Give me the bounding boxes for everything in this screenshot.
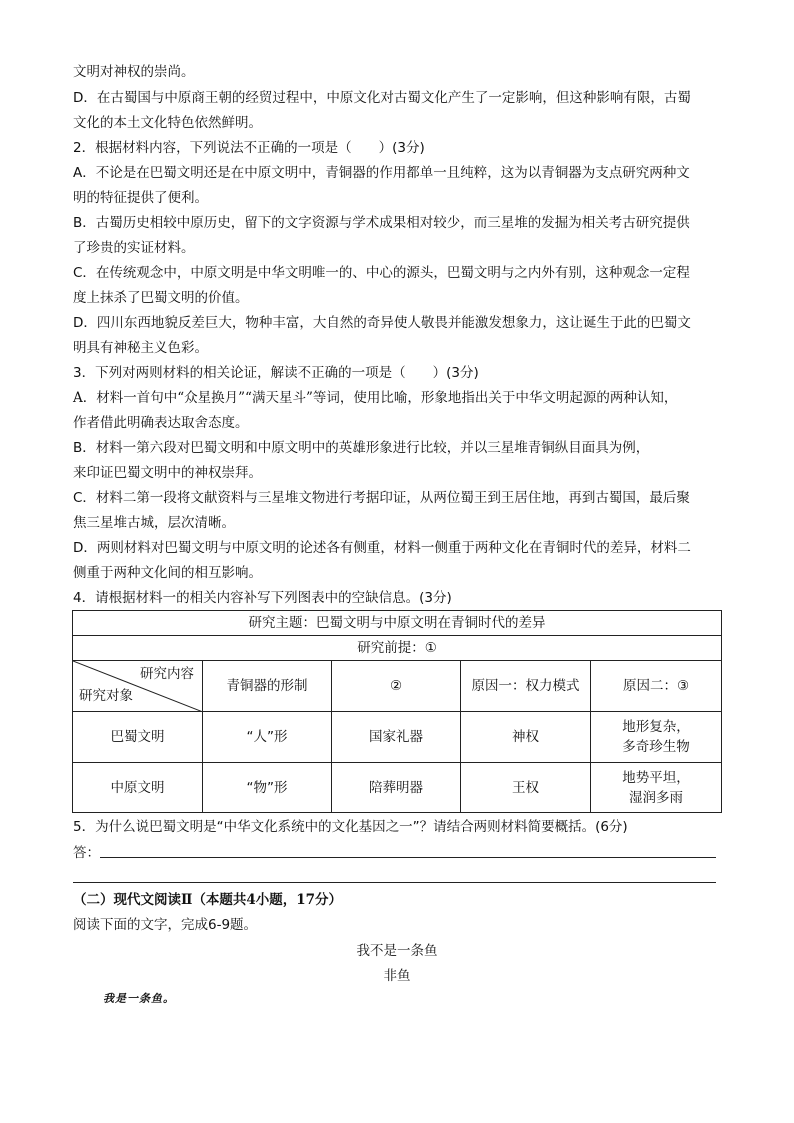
q3-option-c: C．材料二第一段将文献资料与三星堆文物进行考据印证，从两位蜀王到王居住地，再到古蜀国，最后聚 <box>73 490 690 506</box>
cell-line: 地势平坦， <box>622 769 690 786</box>
table-cell: 王权 <box>461 763 591 813</box>
text-line: 侧重于两种文化间的相互影响。 <box>73 565 262 581</box>
text-line: 焦三星堆古城，层次清晰。 <box>73 515 235 531</box>
answer-line[interactable] <box>100 857 716 858</box>
cell-line: 多奇珍生物 <box>622 739 690 755</box>
answer-label: 答： <box>73 845 100 861</box>
q2-option-a: A．不论是在巴蜀文明还是在中原文明中，青铜器的作用都单一且纯粹，这为以青铜器为支点研究两种文 <box>73 165 690 181</box>
q2-option-b: B．古蜀历史相较中原历史，留下的文字资源与学术成果相对较少，而三星堆的发掘为相关考古研究提供 <box>73 215 690 231</box>
table-cell: 陪葬明器 <box>332 763 461 813</box>
table-cell: “人”形 <box>203 712 332 763</box>
table-header: 原因一：权力模式 <box>461 661 591 712</box>
text-line: 文明对神权的崇尚。 <box>73 64 195 80</box>
table-topic: 研究主题：巴蜀文明与中原文明在青铜时代的差异 <box>73 611 722 636</box>
text-line: 了珍贵的实证材料。 <box>73 240 195 256</box>
text-line: 度上抹杀了巴蜀文明的价值。 <box>73 290 249 306</box>
table-cell <box>591 712 722 763</box>
text-line: 文化的本土文化特色依然鲜明。 <box>73 115 262 131</box>
corner-top-label: 研究内容 <box>140 666 194 682</box>
q2-option-d: D．四川东西地貌反差巨大，物种丰富，大自然的奇异使人敬畏并能激发想象力，这让诞生于此的巴蜀文 <box>73 315 691 331</box>
story-first-line: 我是一条鱼。 <box>103 992 175 1005</box>
table-header-blank: ② <box>332 661 461 712</box>
table-cell-object: 巴蜀文明 <box>73 712 203 763</box>
table-cell-object: 中原文明 <box>73 763 203 813</box>
section-heading: （二）现代文阅读Ⅱ（本题共4小题，17分） <box>73 892 343 908</box>
table-row <box>73 763 722 813</box>
table-premise: 研究前提：① <box>73 636 722 661</box>
table-header: 青铜器的形制 <box>203 661 332 712</box>
question-5: 5．为什么说巴蜀文明是“中华文化系统中的文化基因之一”？请结合两则材料简要概括。(6分) <box>73 819 628 835</box>
answer-line[interactable] <box>73 882 716 883</box>
story-author: 非鱼 <box>383 968 411 984</box>
text-line: 明具有神秘主义色彩。 <box>73 340 208 356</box>
text-line: 来印证巴蜀文明中的神权崇拜。 <box>73 465 262 481</box>
table-cell <box>591 763 722 813</box>
story-title: 我不是一条鱼 <box>356 943 438 959</box>
table-cell: “物”形 <box>203 763 332 813</box>
question-2: 2．根据材料内容，下列说法不正确的一项是（ ）(3分) <box>73 140 425 156</box>
corner-bottom-label: 研究对象 <box>79 688 133 704</box>
q2-option-c: C．在传统观念中，中原文明是中华文明唯一的、中心的源头，巴蜀文明与之内外有别，这种观念一定程 <box>73 265 690 281</box>
table-corner-cell <box>73 661 203 712</box>
research-table <box>72 610 722 813</box>
text-line: 明的特征提供了便利。 <box>73 190 208 206</box>
q3-option-a: A．材料一首句中“众星换月”“满天星斗”等词，使用比喻，形象地指出关于中华文明起源的两种认知， <box>73 390 678 406</box>
table-row <box>73 712 722 763</box>
cell-line: 湿润多雨 <box>629 789 684 806</box>
option-d-line: D．在古蜀国与中原商王朝的经贸过程中，中原文化对古蜀文化产生了一定影响，但这种影响有限，古蜀 <box>73 90 691 106</box>
text-line: 作者借此明确表达取舍态度。 <box>73 415 249 431</box>
table-header: 原因二：③ <box>591 661 722 712</box>
q3-option-d: D．两则材料对巴蜀文明与中原文明的论述各有侧重，材料一侧重于两种文化在青铜时代的差异，材料二 <box>73 540 691 556</box>
instruction-text: 阅读下面的文字，完成6-9题。 <box>73 917 258 933</box>
table-cell: 神权 <box>461 712 591 763</box>
question-3: 3．下列对两则材料的相关论证，解读不正确的一项是（ ）(3分) <box>73 365 479 381</box>
table-cell: 国家礼器 <box>332 712 461 763</box>
q3-option-b: B．材料一第六段对巴蜀文明和中原文明中的英雄形象进行比较，并以三星堆青铜纵目面具为例， <box>73 440 650 456</box>
question-4: 4．请根据材料一的相关内容补写下列图表中的空缺信息。(3分) <box>73 590 452 606</box>
cell-line: 地形复杂， <box>622 719 690 735</box>
